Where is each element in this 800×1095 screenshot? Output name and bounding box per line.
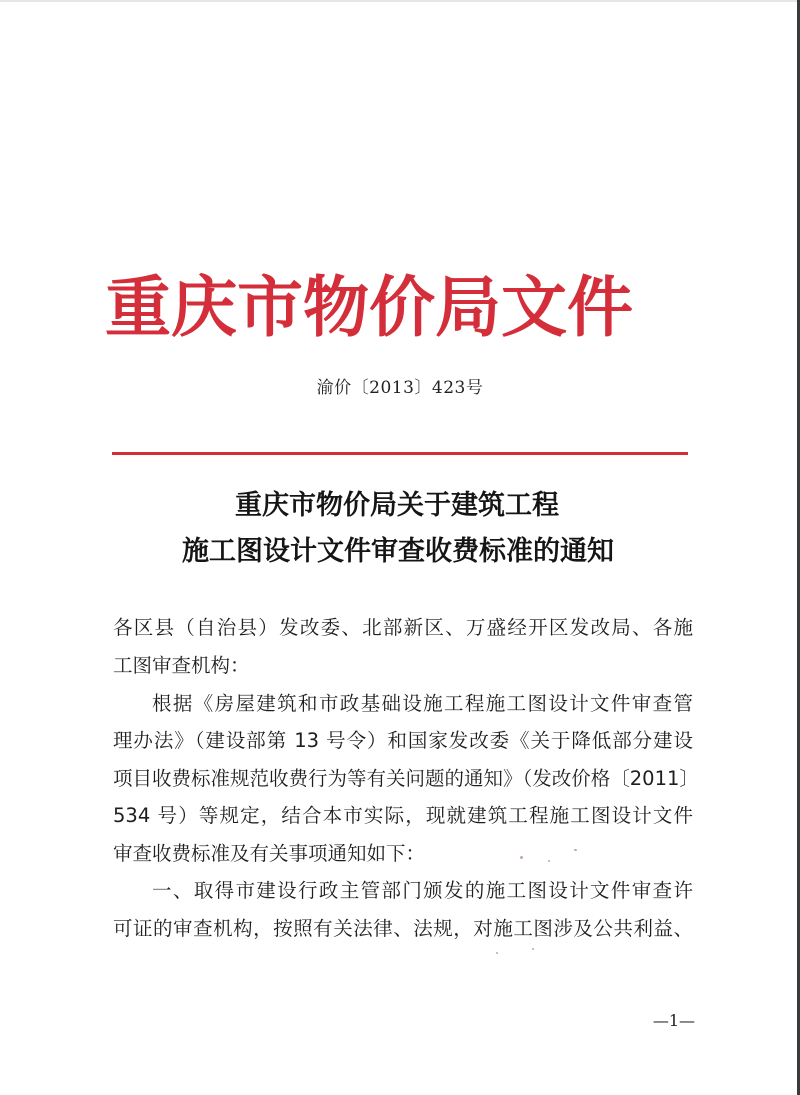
red-divider-line bbox=[112, 452, 688, 455]
page-number: —1— bbox=[652, 1011, 695, 1030]
document-number: 渝价〔2013〕423号 bbox=[316, 378, 484, 398]
notice-title-line-2: 施工图设计文件审查收费标准的通知 bbox=[182, 536, 614, 567]
scan-speck bbox=[532, 948, 534, 950]
scan-speck bbox=[520, 856, 523, 859]
body-line-8: 一、取得市建设行政主管部门颁发的施工图设计文件审查许 bbox=[152, 879, 693, 902]
scan-speck bbox=[496, 952, 498, 954]
body-line-4: 理办法》（建设部第 13 号令）和国家发改委《关于降低部分建设 bbox=[113, 729, 693, 752]
scan-top-edge bbox=[0, 0, 800, 2]
body-line-7: 审查收费标准及有关事项通知如下： bbox=[113, 842, 426, 865]
notice-title-line-1: 重庆市物价局关于建筑工程 bbox=[235, 490, 559, 521]
body-line-2: 工图审查机构： bbox=[113, 654, 250, 677]
document-header-title: 重庆市物价局文件 bbox=[105, 269, 633, 346]
body-line-9: 可证的审查机构，按照有关法律、法规，对施工图涉及公共利益、 bbox=[113, 917, 693, 940]
scan-speck bbox=[574, 849, 577, 851]
body-line-6: 534 号）等规定，结合本市实际，现就建筑工程施工图设计文件 bbox=[113, 804, 693, 827]
body-line-5: 项目收费标准规范收费行为等有关问题的通知》（发改价格〔2011〕 bbox=[113, 767, 699, 790]
body-line-3: 根据《房屋建筑和市政基础设施工程施工图设计文件审查管 bbox=[152, 692, 693, 715]
body-line-1: 各区县（自治县）发改委、北部新区、万盛经开区发改局、各施 bbox=[113, 616, 693, 639]
scan-speck bbox=[548, 860, 550, 862]
